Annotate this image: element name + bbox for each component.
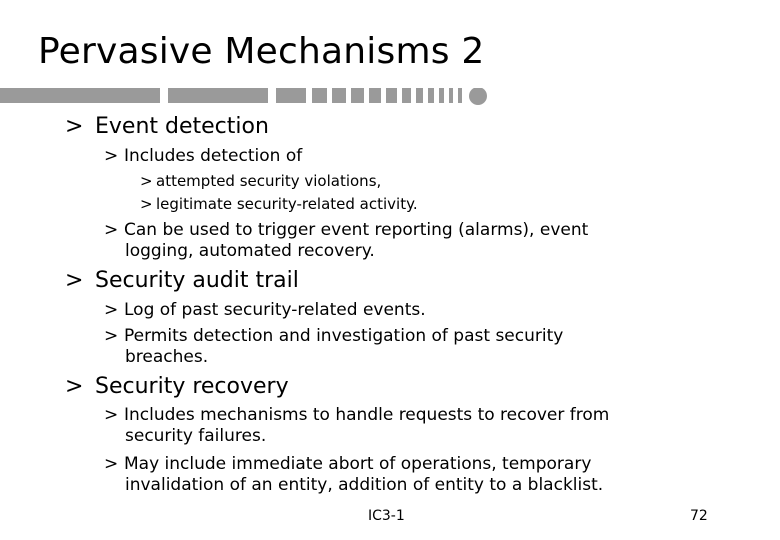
bullet-marker: > xyxy=(104,326,119,346)
sub-sub-bullet-text: attempted security violations, xyxy=(156,172,382,190)
rule-segment xyxy=(351,88,364,103)
rule-segment xyxy=(369,88,381,103)
sub-bullet-text-line1: Can be used to trigger event reporting (alarms), event xyxy=(124,220,589,240)
slide-title: Pervasive Mechanisms 2 xyxy=(38,31,485,72)
title-underline-decoration xyxy=(0,88,500,110)
sub-bullet-text-line1: Includes mechanisms to handle requests to recover from xyxy=(124,405,610,425)
rule-segment xyxy=(332,88,346,103)
rule-segment xyxy=(386,88,397,103)
sub-bullet-text-line2: invalidation of an entity, addition of entity to a blacklist. xyxy=(125,475,604,495)
rule-segment xyxy=(449,88,453,103)
sub-bullet-text-line2: security failures. xyxy=(125,426,267,446)
bullet-marker: > xyxy=(104,146,119,166)
sub-bullet-text: Log of past security-related events. xyxy=(124,300,426,320)
bullet-marker: > xyxy=(104,300,119,320)
bullet-marker: > xyxy=(104,220,119,240)
bullet-marker: > xyxy=(104,405,119,425)
page-number: 72 xyxy=(690,508,708,524)
bullet-text: Security recovery xyxy=(95,374,289,399)
rule-segment xyxy=(168,88,268,103)
rule-segment xyxy=(276,88,306,103)
bullet-security-recovery xyxy=(65,374,289,400)
rule-segment xyxy=(428,88,434,103)
rule-end-dot xyxy=(469,88,487,105)
rule-segment xyxy=(0,88,160,103)
bullet-text: Event detection xyxy=(95,114,269,139)
sub-bullet xyxy=(104,405,609,426)
sub-sub-bullet xyxy=(140,171,381,191)
sub-sub-bullet-text: legitimate security-related activity. xyxy=(156,195,418,213)
footer-course-code: IC3-1 xyxy=(368,508,405,524)
sub-bullet xyxy=(104,326,563,347)
sub-bullet-text-line2: breaches. xyxy=(125,347,209,367)
bullet-marker: > xyxy=(65,374,84,399)
sub-bullet xyxy=(104,146,302,167)
rule-segment xyxy=(312,88,327,103)
bullet-marker: > xyxy=(140,172,153,190)
bullet-marker: > xyxy=(140,195,153,213)
sub-bullet-text: Includes detection of xyxy=(124,146,303,166)
sub-bullet xyxy=(104,220,588,241)
sub-bullet-text-line1: Permits detection and investigation of past security xyxy=(124,326,564,346)
sub-bullet xyxy=(104,454,591,475)
bullet-marker: > xyxy=(104,454,119,474)
bullet-marker: > xyxy=(65,114,84,139)
sub-bullet-text-line2: logging, automated recovery. xyxy=(125,241,375,261)
bullet-text: Security audit trail xyxy=(95,268,299,293)
bullet-event-detection xyxy=(65,114,269,140)
rule-segment xyxy=(458,88,462,103)
bullet-marker: > xyxy=(65,268,84,293)
bullet-security-audit-trail xyxy=(65,268,299,294)
rule-segment xyxy=(416,88,423,103)
sub-bullet xyxy=(104,300,426,321)
rule-segment xyxy=(439,88,444,103)
sub-sub-bullet xyxy=(140,194,418,214)
sub-bullet-text-line1: May include immediate abort of operations, temporary xyxy=(124,454,592,474)
rule-segment xyxy=(402,88,411,103)
